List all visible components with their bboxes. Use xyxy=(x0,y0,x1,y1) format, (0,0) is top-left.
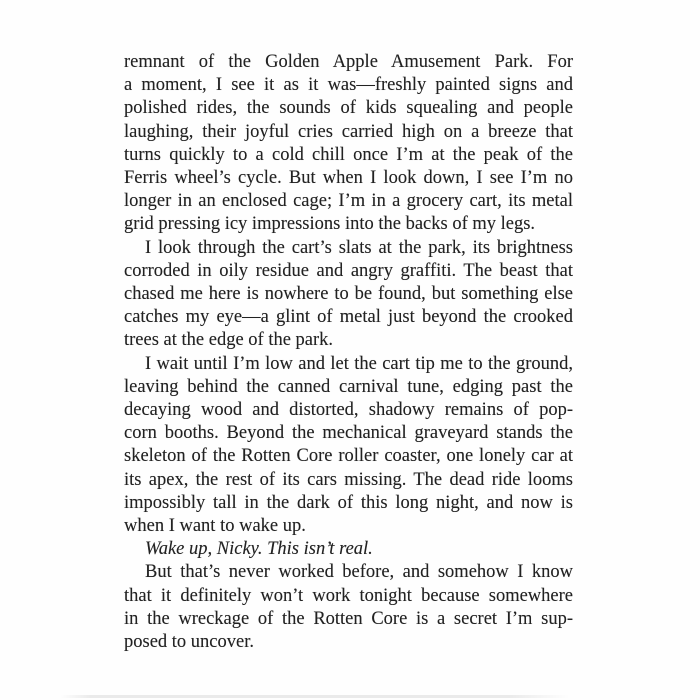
text-line: Ferris wheel’s cycle. But when I look down, I see I’m no xyxy=(124,168,573,189)
text-line: decaying wood and distorted, shadowy remains of pop- xyxy=(124,400,573,421)
text-line: longer in an enclosed cage; I’m in a grocery cart, its metal xyxy=(124,191,573,212)
text-line: remnant of the Golden Apple Amusement Park. For xyxy=(124,52,573,72)
page-edge-shadow xyxy=(60,695,570,698)
text-line: a moment, I see it as it was—freshly painted signs and xyxy=(124,75,573,96)
text-line: turns quickly to a cold chill once I’m at the peak of the xyxy=(124,144,573,165)
text-line: laughing, their joyful cries carried high on a breeze that xyxy=(124,121,573,142)
text-line: But that’s never worked before, and somehow I know xyxy=(145,562,573,583)
text-line: grid pressing icy impressions into the backs of my legs. xyxy=(124,214,536,235)
text-line: skeleton of the Rotten Core roller coaster, one lonely car at xyxy=(124,446,573,467)
text-line: that it definitely won’t work tonight because somewhere xyxy=(124,585,573,606)
text-line: chased me here is nowhere to be found, but something else xyxy=(124,284,573,305)
text-line: posed to uncover. xyxy=(124,632,254,653)
text-line: in the wreckage of the Rotten Core is a secret I’m sup- xyxy=(124,608,573,629)
text-line: leaving behind the canned carnival tune, edging past the xyxy=(124,376,573,397)
text-line: catches my eye—a glint of metal just beyond the crooked xyxy=(124,307,573,328)
text-line: I look through the cart’s slats at the park, its brightness xyxy=(145,237,573,258)
text-line: when I want to wake up. xyxy=(124,516,306,537)
text-line: corn booths. Beyond the mechanical graveyard stands the xyxy=(124,423,573,444)
body-text xyxy=(124,51,573,654)
text-line: corroded in oily residue and angry graffiti. The beast that xyxy=(124,260,573,281)
text-line: Wake up, Nicky. This isn’t real. xyxy=(145,539,373,560)
text-line: trees at the edge of the park. xyxy=(124,330,334,351)
text-line: I wait until I’m low and let the cart tip me to the ground, xyxy=(145,353,573,374)
text-line: impossibly tall in the dark of this long night, and now is xyxy=(124,492,573,513)
text-line: its apex, the rest of its cars missing. The dead ride looms xyxy=(124,469,573,490)
text-line: polished rides, the sounds of kids squealing and people xyxy=(124,98,573,119)
